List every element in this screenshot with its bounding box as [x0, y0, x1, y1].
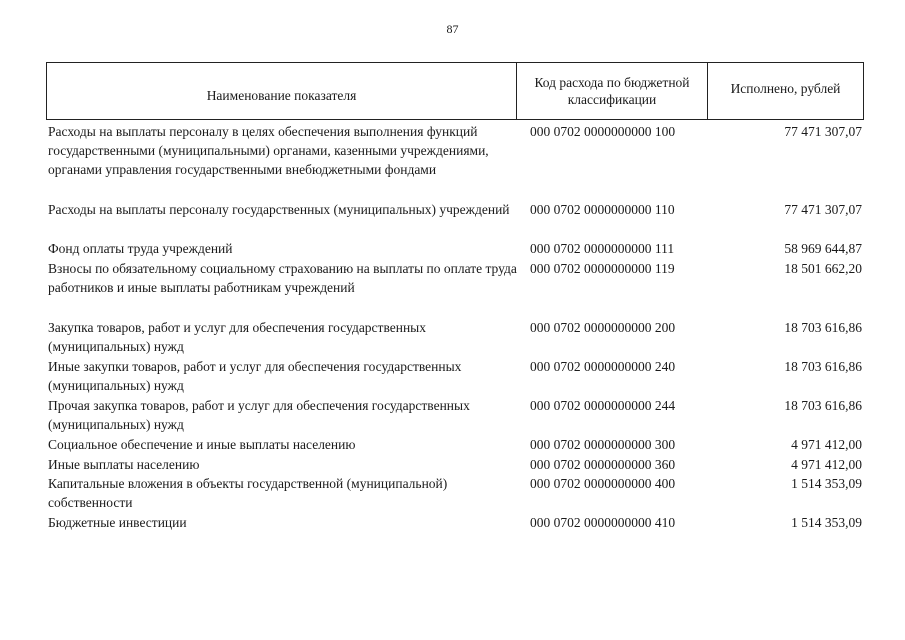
row-name: Расходы на выплаты персоналу в целях обеспечения выполнения функций государственными (муниципальными) органами, казенными учреждениями, органами управления государственными внебюджетными фондами	[48, 124, 489, 177]
row-amount: 1 514 353,09	[791, 515, 862, 530]
row-amount: 18 703 616,86	[784, 320, 862, 335]
row-name: Бюджетные инвестиции	[48, 515, 187, 530]
header-name: Наименование показателя	[47, 63, 517, 119]
row-code: 000 0702 0000000000 119	[530, 261, 675, 276]
row-amount: 4 971 412,00	[791, 437, 862, 452]
row-code: 000 0702 0000000000 111	[530, 241, 675, 256]
row-name: Иные выплаты населению	[48, 457, 200, 472]
row-name: Капитальные вложения в объекты государственной (муниципальной) собственности	[48, 476, 448, 510]
header-code: Код расхода по бюджетной классификации	[517, 63, 708, 119]
row-name: Фонд оплаты труда учреждений	[48, 241, 233, 256]
page-number: 87	[446, 22, 459, 36]
row-code: 000 0702 0000000000 360	[530, 457, 676, 472]
row-name: Социальное обеспечение и иные выплаты населению	[48, 437, 356, 452]
row-code: 000 0702 0000000000 244	[530, 398, 676, 413]
row-code: 000 0702 0000000000 300	[530, 437, 676, 452]
row-amount: 18 703 616,86	[784, 398, 862, 413]
row-code: 000 0702 0000000000 100	[530, 124, 676, 139]
row-name: Расходы на выплаты персоналу государственных (муниципальных) учреждений	[48, 202, 510, 217]
row-code: 000 0702 0000000000 110	[530, 202, 675, 217]
table-header	[46, 62, 864, 120]
row-amount: 18 501 662,20	[784, 261, 862, 276]
row-amount: 77 471 307,07	[784, 202, 862, 217]
row-name: Закупка товаров, работ и услуг для обеспечения государственных (муниципальных) нужд	[48, 320, 427, 354]
row-amount: 77 471 307,07	[784, 124, 862, 139]
row-code: 000 0702 0000000000 240	[530, 359, 676, 374]
row-code: 000 0702 0000000000 410	[530, 515, 676, 530]
row-name: Иные закупки товаров, работ и услуг для обеспечения государственных (муниципальных) нужд	[48, 359, 462, 393]
header-amount: Исполнено, рублей	[730, 80, 841, 96]
row-amount: 4 971 412,00	[791, 457, 862, 472]
row-code: 000 0702 0000000000 200	[530, 320, 676, 335]
row-name: Прочая закупка товаров, работ и услуг для обеспечения государственных (муниципальных) нужд	[48, 398, 470, 432]
row-code: 000 0702 0000000000 400	[530, 476, 676, 491]
row-amount: 18 703 616,86	[784, 359, 862, 374]
row-amount: 58 969 644,87	[784, 241, 862, 256]
row-name: Взносы по обязательному социальному страхованию на выплаты по оплате труда работников и иные выплаты работникам учреждений	[48, 261, 517, 295]
row-amount: 1 514 353,09	[791, 476, 862, 491]
